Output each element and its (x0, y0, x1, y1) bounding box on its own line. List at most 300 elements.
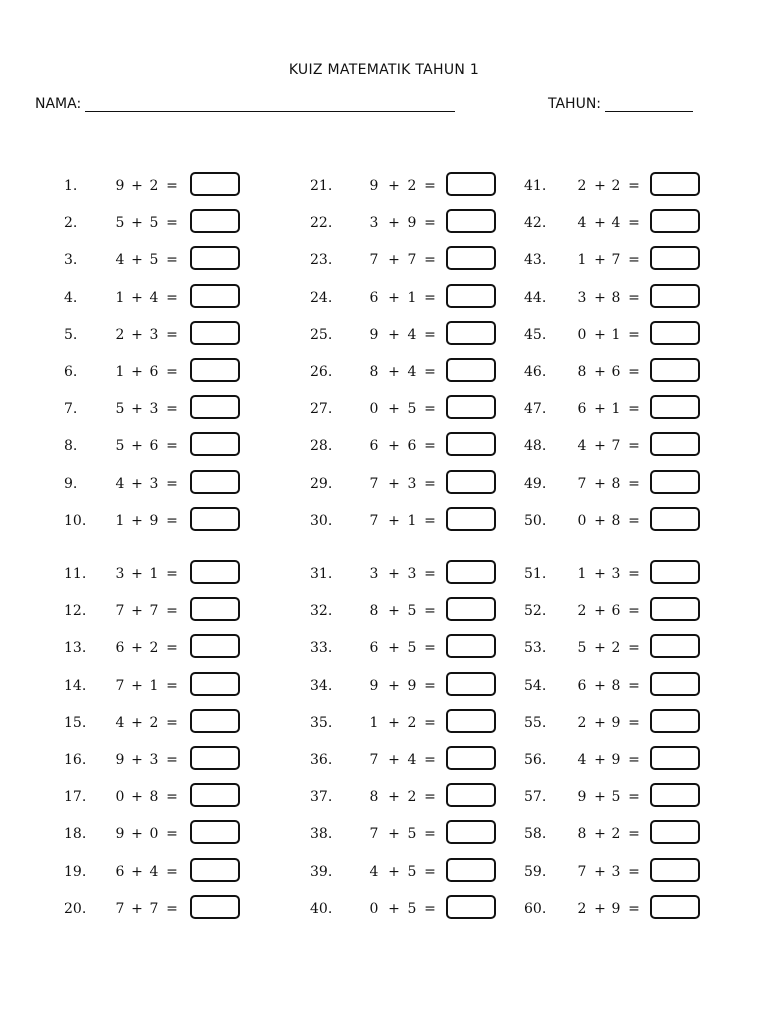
question-number: 53. (524, 640, 547, 657)
first-operand: 4 (115, 475, 125, 492)
question-number: 34. (310, 677, 333, 694)
question-item (64, 746, 242, 774)
plus-sign: + (388, 826, 400, 843)
plus-sign: + (388, 289, 400, 306)
plus-sign: + (388, 475, 400, 492)
second-operand: 3 (149, 752, 159, 768)
second-operand: 2 (407, 714, 417, 731)
first-operand: 9 (369, 178, 379, 194)
answer-box[interactable] (650, 358, 700, 382)
plus-sign: + (594, 566, 606, 582)
first-operand: 4 (369, 863, 379, 880)
first-operand: 4 (115, 252, 125, 269)
question-item (64, 634, 242, 662)
question-item (310, 709, 498, 737)
second-operand: 8 (611, 677, 621, 694)
question-item (310, 858, 498, 886)
second-operand: 1 (407, 512, 417, 529)
question-item (524, 432, 702, 460)
second-operand: 6 (407, 438, 417, 455)
second-operand: 1 (611, 401, 621, 418)
question-number: 40. (310, 900, 333, 917)
equals-sign: = (628, 863, 640, 880)
question-number: 56. (524, 752, 547, 768)
second-operand: 5 (407, 401, 417, 418)
question-item (524, 560, 702, 588)
answer-box[interactable] (446, 470, 496, 494)
plus-sign: + (594, 364, 606, 380)
plus-sign: + (388, 215, 400, 232)
equals-sign: = (628, 603, 640, 620)
second-operand: 8 (149, 789, 159, 806)
question-number: 32. (310, 603, 333, 620)
year-label: TAHUN: (548, 96, 602, 112)
question-item (64, 672, 242, 700)
first-operand: 7 (577, 863, 587, 880)
equals-sign: = (628, 752, 640, 768)
first-operand: 7 (369, 475, 379, 492)
question-item (524, 858, 702, 886)
question-item (310, 634, 498, 662)
first-operand: 1 (115, 289, 125, 306)
question-item (524, 172, 702, 200)
second-operand: 2 (611, 640, 621, 657)
first-operand: 5 (577, 640, 587, 657)
equals-sign: = (166, 364, 178, 380)
question-item (310, 284, 498, 312)
equals-sign: = (166, 900, 178, 917)
question-item (310, 597, 498, 625)
equals-sign: = (628, 364, 640, 380)
question-item (64, 507, 242, 535)
equals-sign: = (628, 900, 640, 917)
answer-box[interactable] (446, 820, 496, 844)
question-number: 16. (64, 752, 87, 768)
first-operand: 5 (115, 438, 125, 455)
equals-sign: = (166, 752, 178, 768)
second-operand: 8 (611, 512, 621, 529)
plus-sign: + (594, 252, 606, 269)
plus-sign: + (388, 401, 400, 418)
plus-sign: + (131, 252, 143, 269)
answer-box[interactable] (446, 560, 496, 584)
answer-box[interactable] (190, 672, 240, 696)
answer-box[interactable] (650, 172, 700, 196)
second-operand: 4 (407, 326, 417, 343)
second-operand: 6 (149, 364, 159, 380)
answer-box[interactable] (190, 358, 240, 382)
question-number: 17. (64, 789, 87, 806)
question-item (64, 246, 242, 274)
equals-sign: = (628, 215, 640, 232)
answer-box[interactable] (650, 432, 700, 456)
equals-sign: = (424, 677, 436, 694)
plus-sign: + (388, 752, 400, 768)
second-operand: 7 (407, 252, 417, 269)
equals-sign: = (424, 364, 436, 380)
question-item (524, 634, 702, 662)
question-number: 39. (310, 863, 333, 880)
second-operand: 4 (149, 289, 159, 306)
question-number: 23. (310, 252, 333, 269)
equals-sign: = (628, 326, 640, 343)
plus-sign: + (131, 640, 143, 657)
equals-sign: = (628, 178, 640, 194)
question-item (64, 597, 242, 625)
question-number: 47. (524, 401, 547, 418)
question-number: 48. (524, 438, 547, 455)
equals-sign: = (166, 215, 178, 232)
answer-box[interactable] (190, 709, 240, 733)
plus-sign: + (594, 512, 606, 529)
first-operand: 7 (369, 512, 379, 529)
question-item (524, 395, 702, 423)
question-item (310, 246, 498, 274)
question-item (524, 895, 702, 923)
second-operand: 1 (149, 677, 159, 694)
equals-sign: = (166, 566, 178, 582)
answer-box[interactable] (446, 858, 496, 882)
answer-box[interactable] (650, 820, 700, 844)
answer-box[interactable] (650, 284, 700, 308)
first-operand: 1 (115, 364, 125, 380)
plus-sign: + (594, 714, 606, 731)
second-operand: 7 (611, 438, 621, 455)
equals-sign: = (166, 512, 178, 529)
answer-box[interactable] (650, 746, 700, 770)
question-number: 50. (524, 512, 547, 529)
plus-sign: + (131, 863, 143, 880)
equals-sign: = (166, 252, 178, 269)
answer-box[interactable] (190, 858, 240, 882)
answer-box[interactable] (650, 560, 700, 584)
plus-sign: + (131, 475, 143, 492)
answer-box[interactable] (650, 507, 700, 531)
answer-box[interactable] (190, 560, 240, 584)
question-item (524, 597, 702, 625)
plus-sign: + (131, 326, 143, 343)
first-operand: 9 (115, 178, 125, 194)
equals-sign: = (628, 826, 640, 843)
answer-box[interactable] (446, 709, 496, 733)
plus-sign: + (594, 178, 606, 194)
answer-box[interactable] (650, 895, 700, 919)
first-operand: 7 (369, 752, 379, 768)
question-number: 52. (524, 603, 547, 620)
answer-box[interactable] (650, 597, 700, 621)
answer-box[interactable] (446, 507, 496, 531)
equals-sign: = (424, 826, 436, 843)
answer-box[interactable] (446, 321, 496, 345)
equals-sign: = (424, 252, 436, 269)
question-number: 15. (64, 714, 87, 731)
answer-box[interactable] (190, 507, 240, 531)
question-item (310, 746, 498, 774)
question-number: 41. (524, 178, 547, 194)
second-operand: 3 (611, 863, 621, 880)
question-item (524, 321, 702, 349)
plus-sign: + (131, 364, 143, 380)
question-item (64, 470, 242, 498)
plus-sign: + (594, 401, 606, 418)
first-operand: 2 (115, 326, 125, 343)
plus-sign: + (131, 714, 143, 731)
equals-sign: = (628, 640, 640, 657)
second-operand: 2 (149, 714, 159, 731)
answer-box[interactable] (190, 246, 240, 270)
first-operand: 4 (577, 438, 587, 455)
answer-box[interactable] (190, 895, 240, 919)
question-item (310, 470, 498, 498)
answer-box[interactable] (446, 432, 496, 456)
first-operand: 6 (369, 289, 379, 306)
second-operand: 9 (407, 677, 417, 694)
answer-box[interactable] (190, 783, 240, 807)
equals-sign: = (424, 512, 436, 529)
question-number: 54. (524, 677, 547, 694)
question-item (310, 209, 498, 237)
plus-sign: + (388, 714, 400, 731)
name-field (35, 96, 455, 112)
second-operand: 5 (149, 252, 159, 269)
first-operand: 8 (577, 364, 587, 380)
first-operand: 9 (115, 752, 125, 768)
plus-sign: + (131, 900, 143, 917)
plus-sign: + (388, 900, 400, 917)
plus-sign: + (131, 752, 143, 768)
plus-sign: + (131, 401, 143, 418)
second-operand: 2 (149, 178, 159, 194)
question-number: 18. (64, 826, 87, 843)
answer-box[interactable] (650, 209, 700, 233)
question-item (64, 895, 242, 923)
answer-box[interactable] (190, 172, 240, 196)
equals-sign: = (424, 401, 436, 418)
first-operand: 8 (369, 789, 379, 806)
plus-sign: + (131, 178, 143, 194)
equals-sign: = (628, 566, 640, 582)
first-operand: 1 (369, 714, 379, 731)
plus-sign: + (388, 252, 400, 269)
first-operand: 8 (369, 364, 379, 380)
question-number: 6. (64, 364, 78, 380)
first-operand: 6 (577, 401, 587, 418)
plus-sign: + (594, 475, 606, 492)
second-operand: 9 (611, 752, 621, 768)
answer-box[interactable] (446, 746, 496, 770)
plus-sign: + (594, 640, 606, 657)
answer-box[interactable] (190, 746, 240, 770)
equals-sign: = (166, 863, 178, 880)
answer-box[interactable] (446, 209, 496, 233)
equals-sign: = (424, 863, 436, 880)
plus-sign: + (594, 863, 606, 880)
equals-sign: = (166, 640, 178, 657)
plus-sign: + (131, 289, 143, 306)
answer-box[interactable] (650, 634, 700, 658)
plus-sign: + (131, 215, 143, 232)
answer-box[interactable] (190, 597, 240, 621)
first-operand: 0 (369, 401, 379, 418)
answer-box[interactable] (190, 634, 240, 658)
question-item (310, 507, 498, 535)
answer-box[interactable] (190, 432, 240, 456)
question-number: 26. (310, 364, 333, 380)
question-number: 42. (524, 215, 547, 232)
question-item (64, 321, 242, 349)
question-number: 60. (524, 900, 547, 917)
first-operand: 2 (577, 178, 587, 194)
equals-sign: = (628, 289, 640, 306)
second-operand: 7 (611, 252, 621, 269)
second-operand: 1 (611, 326, 621, 343)
question-number: 28. (310, 438, 333, 455)
second-operand: 7 (149, 900, 159, 917)
question-item (64, 820, 242, 848)
answer-box[interactable] (446, 284, 496, 308)
first-operand: 4 (577, 752, 587, 768)
second-operand: 5 (407, 603, 417, 620)
second-operand: 2 (407, 789, 417, 806)
answer-box[interactable] (446, 172, 496, 196)
second-operand: 8 (611, 289, 621, 306)
first-operand: 7 (369, 252, 379, 269)
second-operand: 1 (149, 566, 159, 582)
first-operand: 2 (577, 714, 587, 731)
answer-box[interactable] (190, 395, 240, 419)
second-operand: 6 (611, 364, 621, 380)
answer-box[interactable] (190, 209, 240, 233)
question-item (64, 858, 242, 886)
answer-box[interactable] (650, 246, 700, 270)
answer-box[interactable] (446, 395, 496, 419)
question-item (524, 507, 702, 535)
second-operand: 4 (611, 215, 621, 232)
question-item (310, 560, 498, 588)
question-item (64, 395, 242, 423)
answer-box[interactable] (446, 783, 496, 807)
question-item (524, 783, 702, 811)
equals-sign: = (166, 826, 178, 843)
question-number: 44. (524, 289, 547, 306)
answer-box[interactable] (446, 634, 496, 658)
plus-sign: + (388, 789, 400, 806)
question-number: 4. (64, 289, 78, 306)
answer-box[interactable] (446, 895, 496, 919)
equals-sign: = (166, 714, 178, 731)
first-operand: 3 (577, 289, 587, 306)
equals-sign: = (424, 640, 436, 657)
name-input-line[interactable] (85, 97, 455, 112)
plus-sign: + (131, 438, 143, 455)
question-item (310, 672, 498, 700)
first-operand: 9 (369, 677, 379, 694)
answer-box[interactable] (446, 358, 496, 382)
second-operand: 7 (149, 603, 159, 620)
second-operand: 3 (149, 475, 159, 492)
answer-box[interactable] (190, 470, 240, 494)
year-input-line[interactable] (605, 97, 693, 112)
question-number: 9. (64, 475, 78, 492)
question-item (524, 284, 702, 312)
second-operand: 5 (611, 789, 621, 806)
question-item (524, 746, 702, 774)
answer-box[interactable] (650, 858, 700, 882)
question-number: 19. (64, 863, 87, 880)
answer-box[interactable] (190, 321, 240, 345)
question-item (64, 783, 242, 811)
question-number: 25. (310, 326, 333, 343)
second-operand: 5 (407, 640, 417, 657)
answer-box[interactable] (190, 820, 240, 844)
plus-sign: + (388, 438, 400, 455)
first-operand: 5 (115, 215, 125, 232)
second-operand: 3 (407, 566, 417, 582)
answer-box[interactable] (190, 284, 240, 308)
plus-sign: + (594, 215, 606, 232)
question-item (310, 895, 498, 923)
question-item (64, 709, 242, 737)
question-number: 8. (64, 438, 78, 455)
question-number: 43. (524, 252, 547, 269)
second-operand: 6 (611, 603, 621, 620)
first-operand: 7 (369, 826, 379, 843)
equals-sign: = (424, 566, 436, 582)
page-title: KUIZ MATEMATIK TAHUN 1 (288, 62, 480, 78)
question-item (524, 358, 702, 386)
first-operand: 7 (115, 900, 125, 917)
equals-sign: = (628, 401, 640, 418)
question-number: 12. (64, 603, 87, 620)
answer-box[interactable] (650, 783, 700, 807)
question-number: 5. (64, 326, 78, 343)
answer-box[interactable] (446, 246, 496, 270)
equals-sign: = (424, 326, 436, 343)
answer-box[interactable] (650, 709, 700, 733)
answer-box[interactable] (650, 672, 700, 696)
question-item (64, 432, 242, 460)
first-operand: 2 (577, 900, 587, 917)
plus-sign: + (594, 438, 606, 455)
plus-sign: + (388, 603, 400, 620)
second-operand: 5 (407, 863, 417, 880)
equals-sign: = (424, 289, 436, 306)
first-operand: 9 (115, 826, 125, 843)
question-number: 45. (524, 326, 547, 343)
question-number: 58. (524, 826, 547, 843)
equals-sign: = (424, 475, 436, 492)
plus-sign: + (594, 752, 606, 768)
answer-box[interactable] (446, 597, 496, 621)
answer-box[interactable] (446, 672, 496, 696)
second-operand: 4 (149, 863, 159, 880)
answer-box[interactable] (650, 395, 700, 419)
equals-sign: = (628, 438, 640, 455)
equals-sign: = (166, 677, 178, 694)
first-operand: 8 (577, 826, 587, 843)
first-operand: 6 (577, 677, 587, 694)
answer-box[interactable] (650, 470, 700, 494)
equals-sign: = (166, 475, 178, 492)
second-operand: 9 (611, 714, 621, 731)
question-item (310, 358, 498, 386)
first-operand: 7 (115, 677, 125, 694)
second-operand: 9 (407, 215, 417, 232)
second-operand: 2 (149, 640, 159, 657)
answer-box[interactable] (650, 321, 700, 345)
equals-sign: = (424, 752, 436, 768)
second-operand: 3 (149, 326, 159, 343)
